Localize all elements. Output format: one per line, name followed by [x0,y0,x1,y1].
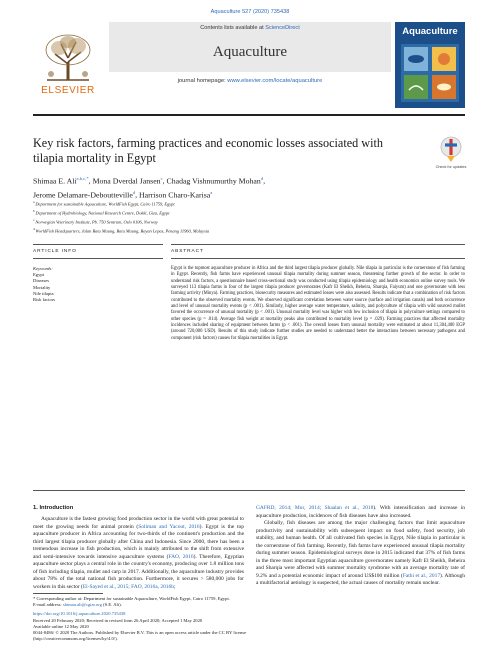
license-line-1[interactable]: 0044-8486/ © 2020 The Authors. Published by Elsevier B.V. This is an open access article under the CC BY license [33,630,247,636]
author-affiliation-marker[interactable]: a,b,c,* [76,176,89,181]
author-affiliation-marker[interactable]: a [210,189,213,195]
cover-title: Aquaculture [402,26,458,37]
elsevier-tree-icon [41,32,95,82]
citation-link[interactable]: FAO, 2016 [168,553,194,560]
introduction-left-column [33,516,244,591]
affiliation-text: Department of Hydrobiology, National Research Centre, Dokki, Giza, Egypt [35,210,170,216]
affiliation-item [33,217,433,226]
journal-title[interactable]: Aquaculture [212,44,288,60]
affiliation-marker: a [33,200,36,204]
contents-line [109,25,391,31]
paper-title[interactable] [33,136,393,166]
abstract-text: Egypt is the topmost aquaculture producer in Africa and the third largest tilapia producer globally. Nile tilapia in particular is the cornerstone of fish farming in Egypt. Recently, fish farms have experienced unusual tilapia mortality during summer season, threatening further growth of the sector. In order to understand risk factors, a questionnaire based cross-sectional study was conducted using tilapia epidemiology and health economics online survey tools. We surveyed 113 tilapia farms in four of the largest tilapia producer governorates (Kafr El Sheikh, Beheira, Sharqia, Faiyum) and one governorate with less farming activity (Minya). Farming practices, biosecurity measures and estimated losses were also assessed. Results indicate that a combination of risk factors contributed to the observed mortality events. We observed significant correlation between water source (surface and irrigation canals) and both occurrence and level of unusual mortality events (p < .001). Similarly, higher average water temperature, salinity, and polyculture of tilapia with wild sourced mullet favored the occurrence of unusual mortality (p < .001). Unusual mortality level was higher with low inclusion of tilapia in polyculture settings compared to other species (p = .014). Average fish weight at mortality peaks also contributed to mortality level (p = .029). Farming practices that affected mortality incidences included sharing of equipment between farms (p < .001). The overall losses from unusual mortality were estimated at about 11,304,400 EGP (around 720,000 USD). Results of this study indicate further studies are needed to understand better the interactions between necessary pathogens and component (risk factors) causes for tilapia mortalities in Egypt. [171,266,465,341]
affiliation-list [33,199,433,235]
crossmark-icon[interactable] [440,136,462,164]
journal-cover[interactable] [395,22,465,108]
introduction-heading: 1. Introduction [33,505,74,511]
keyword-item: Diseases [33,278,50,284]
abstract-subrule [171,258,465,259]
email-prefix: E-mail address: [33,602,63,608]
author-name[interactable]: Chadag Vishnumurthy Mohan [166,176,261,186]
corresponding-author-note: * Corresponding author at: Department for sustainable Aquaculture, WorldFish Egypt, Cairo 11759, Egypt. [33,596,230,601]
cover-art-icon [401,44,459,102]
citation-link[interactable]: GAFRD, 2014; Mur, 2014; Shaalan et al., 2018 [256,505,374,511]
affiliation-item [33,199,433,208]
keyword-item: Egypt [33,272,44,277]
license-line-2[interactable]: (http://creativecommons.org/licenses/by/4.0/). [33,636,118,642]
keyword-list [33,272,55,303]
author-separator: , [263,176,266,186]
author-separator: , [88,176,93,186]
homepage-prefix: journal homepage: [177,78,228,84]
affiliation-marker: d [33,227,36,232]
citation-link[interactable]: Fathi et al., 2017 [402,572,441,579]
affiliation-text: WorldFish Headquarters, Jalan Batu Maung, Batu Maung, Bayan Lepas, Penang 11960, Malaysia [35,228,210,234]
introduction-right-column [256,505,465,588]
body-text: ). Although a multifactorial aetiology is suspected, the actual causes of mortality remain unclear. [256,572,465,586]
author-separator: , [135,190,140,200]
body-text: ). With intensification and increase in aquaculture production, incidences of fish diseases have also increased. [256,505,465,519]
author-name[interactable]: Harrison Charo-Karisa [139,190,211,200]
article-info-rule [33,244,163,245]
journal-citation[interactable]: Aquaculture 527 (2020) 735438 [210,9,290,15]
article-info-label: ARTICLE INFO [33,249,77,254]
affiliation-text: Department for sustainable Aquaculture, WorldFish Egypt, Cairo 11759, Egypt [35,201,175,207]
author-affiliation-marker[interactable]: d [260,176,264,181]
journal-info-block [109,22,391,108]
author-list [33,173,453,200]
keywords-heading: Keywords: [33,266,53,271]
body-text: Globally, fish diseases are among the major challenging factors that limit aquaculture productivity and sustainability with subsequent impact on food safety, food security, job stability, and human health. Of all cultivated fish species in Egypt, Nile tilapia in particular is the cornerstone of fish farming. Recently, fish farms have experienced unusual tilapia mortality during summer season. Epidemiological surveys done in 2015 indicated that 37% of fish farms in the three most important Egyptian aquaculture governorates namely Kafr El Sheikh, Beheira and Sharqia were affected with summer mortality syndrome with an average mortality rate of 9.2% and a potential economic impact of around US$100 million ( [256,520,465,579]
paper-title-line-2: tilapia mortality in Egypt [33,151,156,165]
author-name[interactable]: Jerome Delamare-Deboutteville [33,190,133,200]
abstract-rule [171,244,465,245]
footnote-rule [33,593,103,594]
journal-homepage-link[interactable]: www.elsevier.com/locate/aquaculture [227,78,323,84]
body-divider [33,490,465,491]
keyword-item: Risk factors [33,297,56,303]
affiliation-text: Norwegian Veterinary Institute, Pb. 750 Sentrum, Oslo 0106, Norway [35,219,158,225]
elsevier-logo[interactable] [33,28,103,98]
author-affiliation-marker[interactable]: c [160,176,163,181]
body-text: ). Egypt is the top aquaculture producer in Africa accounting for two-thirds of the continent's production and the third largest tilapia producer globally after China and Indonesia. Since 2000, there has been a tremendous increase in fish production, which is mainly attributed to the shift from extensive and semi-intensive towards intensive aquaculture systems ( [33,523,244,560]
affiliation-marker: b [33,209,36,214]
introduction-right-paragraph-1 [256,505,465,520]
paper-title-line-1: Key risk factors, farming practices and economic losses associated with [33,136,383,150]
citation-link[interactable]: El-Sayed et al., 2015; FAO, 2016a, 2016b [82,583,174,590]
journal-header [33,22,465,108]
doi-link[interactable]: https://doi.org/10.1016/j.aquaculture.2020.735438 [33,611,126,617]
available-online: Available online 12 May 2020 [33,623,89,629]
article-info-subrule [33,258,163,259]
body-text: ; [173,583,176,590]
keyword-item: Mortality [33,284,51,290]
affiliation-item [33,226,433,235]
contents-prefix: Contents lists available at [200,25,266,31]
received-dates: Received 20 February 2020; Received in revised form 26 April 2020; Accepted 1 May 2020 [33,617,203,623]
affiliation-marker: c [33,218,36,223]
author-affiliation-marker[interactable]: d [132,189,136,195]
email-suffix: (S.E. Ali). [101,602,122,608]
header-divider [33,114,465,116]
email-link[interactable]: shimaa.ali@cgiar.org [62,602,102,608]
elsevier-wordmark: ELSEVIER [41,85,95,96]
journal-homepage-line [109,78,391,84]
author-name[interactable]: Shimaa E. Ali [33,176,77,186]
body-text: Aquaculture is the fastest growing food production sector in the world with great potential to meet the growing needs for animal protein ( [33,516,244,530]
author-name[interactable]: Mona Dverdal Jansen [92,176,161,186]
citation-link[interactable]: Soliman and Yacout, 2016 [138,523,200,530]
author-separator: , [162,176,167,186]
affiliation-item [33,208,433,217]
introduction-right-paragraph-2 [256,520,465,588]
crossmark-label[interactable]: Check for updates [435,165,467,169]
keyword-item: Nile tilapia [33,290,54,296]
footnotes [33,596,465,642]
body-text: ). Therefore, Egyptian aquaculture sector plays a central role in the country's economy, producing over 1.8 million tons of fish including tilapia, mullet and carp in 2017. Additionally, the aquaculture industry provides about 78% of the total national fish production. Furthermore, it secures > 580,000 jobs for workers in this sector ( [33,553,244,590]
abstract-label: ABSTRACT [171,249,204,254]
sciencedirect-link[interactable]: ScienceDirect [265,25,300,31]
